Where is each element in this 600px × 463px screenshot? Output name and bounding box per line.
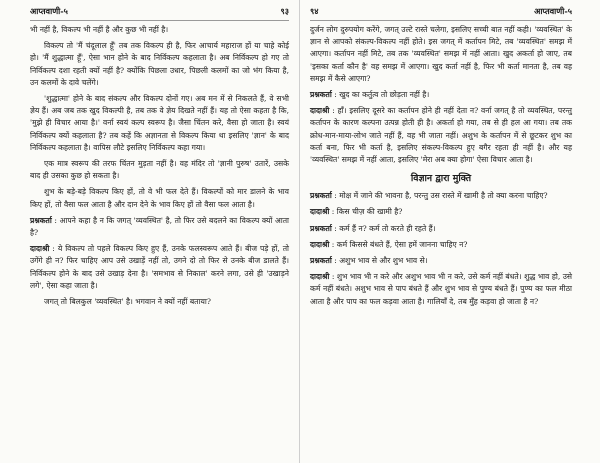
qa-text: कर्म किससे बंधते हैं, ऐसा हमें जानना चाहिए न? xyxy=(336,239,468,249)
book-title-left: आप्तवाणी-५ xyxy=(30,6,68,16)
paragraph: दुर्जन लोग दुरुपयोग करेंगे, जगत् उल्टे रास्ते चलेगा, इसलिए सच्ची बात नहीं कही। 'व्यवस्थित' के ज्ञान से आपको संकल्प-विकल्प नहीं होते। इस जगत् में कर्तापन मिटे, तब 'व्यवस्थित' समझ में आएगा। कर्तापन नहीं मिटे, तब तक 'व्यवस्थित' समझ में नहीं आता। खुद अकर्ता हो जाए, तब 'इसका कर्ता कौन है' वह समझ में आएगा। खुद कर्ता नहीं है, फिर भी कर्ता मानता है, तब वह समझ में कैसे आएगा? xyxy=(310,25,572,83)
book-title-right: आप्तवाणी-५ xyxy=(534,6,572,16)
speaker-label: प्रश्नकर्ता xyxy=(30,215,52,225)
left-page-header xyxy=(30,6,289,21)
qa-answer: दादाश्री : ये विकल्प तो पहले विकल्प किए हुए हैं, उनके फलस्वरूप आते हैं। बीज पड़े हों, तो उगेंगे ही न? फिर चाहिए आप उसे उखाड़ें नहीं तो, उगने दो तो फिर से उनके बीज डालते हैं। निर्विकल्प होने के बाद उसे उखाड़ देना है। 'समभाव से निकाल' करने लगा, उसे ही 'उखाड़ने लगे', ऐसा कहा जाता है। xyxy=(30,244,289,290)
paragraph: एक मात्र स्वरूप की तरफ चिंतन मुड़ता नहीं है। वह मंदिर तो 'ज्ञानी पुरुष' उतारें, उसके बाद ही उसका कुछ हो सकता है। xyxy=(30,159,289,181)
speaker-label: दादाश्री xyxy=(310,106,330,116)
right-page xyxy=(300,0,600,463)
paragraph: जगत् तो बिलकुल 'व्यवस्थित' है। भगवान ने क्यों नहीं बताया? xyxy=(44,297,211,307)
qa-text: अशुभ भाव से और शुभ भाव से। xyxy=(339,256,428,266)
page-number-left: ९३ xyxy=(280,6,289,16)
qa-answer: दादाश्री : शुभ भाव भी न करे और अशुभ भाव भी न करे, उसे कर्म नहीं बंधते। शुद्ध भाव हो, उसे कर्म नहीं बंधते। अशुभ भाव से पाप बंधते हैं और शुभ भाव से पुण्य बंधते हैं। पुण्य का फल मीठा आता है और पाप का फल कड़वा आता है। गालियाँ दे, तब मुँह कड़वा हो जाता है न? xyxy=(310,272,572,306)
qa-text: मोक्ष में जाने की भावना है, परन्तु उस रास्ते में खामी है तो क्या करना चाहिए? xyxy=(339,191,548,201)
qa-text: शुभ भाव भी न करे और अशुभ भाव भी न करे, उसे कर्म नहीं बंधते। शुद्ध भाव हो, उसे कर्म नहीं बंधते। अशुभ भाव से पाप बंधते हैं और शुभ भाव से पुण्य बंधते हैं। पुण्य का फल मीठा आता है और पाप का फल कड़वा आता है। गालियाँ दे, तब मुँह कड़वा हो जाता है न? xyxy=(310,272,572,306)
speaker-label: प्रश्नकर्ता xyxy=(310,191,332,201)
qa-text: किस चीज़ की खामी है? xyxy=(336,207,403,217)
page-number-right: ९४ xyxy=(310,6,319,16)
paragraph: शुभ के बड़े-बड़े विकल्प किए हों, तो वे भी फल देते हैं। विकल्पों को मार डालने के भाव किए हों, तो वैसा फल आता है और दान देने के भाव किए हों तो वैसा फल आता है। xyxy=(30,187,289,209)
qa-answer: दादाश्री : कर्म किससे बंधते हैं, ऐसा हमें जानना चाहिए न? xyxy=(310,239,468,249)
speaker-label: दादाश्री xyxy=(30,244,50,254)
right-page-header xyxy=(310,6,572,21)
qa-question: प्रश्नकर्ता : अशुभ भाव से और शुभ भाव से। xyxy=(310,256,428,266)
speaker-label: प्रश्नकर्ता xyxy=(310,90,332,100)
qa-question: प्रश्नकर्ता : कर्म हैं न? कर्म तो करते ही रहते हैं। xyxy=(310,223,436,233)
paragraph: 'शुद्धात्मा' होने के बाद संकल्प और विकल्प दोनों गए। अब मन में से निकलते हैं, वे सभी ज्ञेय हैं। अब जब तक खुद विकल्पी है, तब तक वे ज्ञेय दिखते नहीं हैं। यह तो ऐसा कहता है कि, 'मुझे ही विचार आया है।' वर्ना स्वयं कल्प स्वरूप है। जैसा चिंतन करे, वैसा हो जाता है। स्वयं निर्विकल्प क्यों कहलाता है? तब कहें कि अज्ञानता से विकल्प किया था इसलिए 'ज्ञान' के बाद निर्विकल्प कहलाता है। वापिस लौटे इसलिए निर्विकल्प कहा गया। xyxy=(30,94,289,152)
qa-question: प्रश्नकर्ता : आपने कहा है न कि जगत् 'व्यवस्थित' है, तो फिर उसे बदलने का विकल्प क्यों आता है? xyxy=(30,215,290,238)
speaker-label: प्रश्नकर्ता xyxy=(310,256,332,266)
qa-text: आपने कहा है न कि जगत् 'व्यवस्थित' है, तो फिर उसे बदलने का विकल्प क्यों आता है? xyxy=(30,215,290,238)
qa-question: प्रश्नकर्ता : खुद का कर्तुत्व तो छोड़ता नहीं है। xyxy=(310,90,430,100)
qa-text: खुद का कर्तुत्व तो छोड़ता नहीं है। xyxy=(339,90,430,100)
paragraph: भी नहीं है, विकल्प भी नहीं है और कुछ भी नहीं है। xyxy=(30,25,169,34)
speaker-label: दादाश्री xyxy=(310,272,330,282)
qa-answer: दादाश्री : किस चीज़ की खामी है? xyxy=(310,207,403,217)
qa-question: प्रश्नकर्ता : मोक्ष में जाने की भावना है, परन्तु उस रास्ते में खामी है तो क्या करना चाहिए? xyxy=(310,191,548,201)
qa-text: हाँ। इसलिए दूसरे का कर्तापन होने ही नहीं देता न? वर्ना जगत् है तो व्यवस्थित, परन्तु कर्तापन के कारण कल्पना उत्पन्न होती ही है। अकर्ता हो गया, तब से ही हल आ गया। तब तक क्रोध-मान-माया-लोभ जाते नहीं हैं, वह भी जाता नहीं। अशुभ के कर्तापन में से छूटकर शुभ का कर्ता बना, फिर भी कर्ता है, इसलिए संकल्प-विकल्प हुए बगैर रहता ही नहीं है। और यह 'व्यवस्थित' समझ में नहीं आता, इसलिए 'मेरा अब क्या होगा' ऐसा विचार आता है। xyxy=(310,106,572,165)
qa-text: कर्म हैं न? कर्म तो करते ही रहते हैं। xyxy=(339,223,436,233)
qa-answer: दादाश्री : हाँ। इसलिए दूसरे का कर्तापन होने ही नहीं देता न? वर्ना जगत् है तो व्यवस्थित, परन्तु कर्तापन के कारण कल्पना उत्पन्न होती ही है। अकर्ता हो गया, तब से ही हल आ गया। तब तक क्रोध-मान-माया-लोभ जाते नहीं हैं, वह भी जाता नहीं। अशुभ के कर्तापन में से छूटकर शुभ का कर्ता बना, फिर भी कर्ता है, इसलिए संकल्प-विकल्प हुए बगैर रहता ही नहीं है। और यह 'व्यवस्थित' समझ में नहीं आता, इसलिए 'मेरा अब क्या होगा' ऐसा विचार आता है। xyxy=(310,106,572,165)
speaker-label: दादाश्री xyxy=(310,239,330,249)
qa-text: ये विकल्प तो पहले विकल्प किए हुए हैं, उनके फलस्वरूप आते हैं। बीज पड़े हों, तो उगेंगे ही न? फिर चाहिए आप उसे उखाड़ें नहीं तो, उगने दो तो फिर से उनके बीज डालते हैं। निर्विकल्प होने के बाद उसे उखाड़ देना है। 'समभाव से निकाल' करने लगा, उसे ही 'उखाड़ने लगे', ऐसा कहा जाता है। xyxy=(30,244,289,290)
speaker-label: प्रश्नकर्ता xyxy=(310,223,332,233)
section-heading: विज्ञान द्वारा मुक्ति xyxy=(410,173,472,185)
speaker-label: दादाश्री xyxy=(310,207,330,217)
paragraph: विकल्प तो 'मैं चंदूलाल हूँ' तब तक विकल्प ही है, फिर आचार्य महाराज हों या चाहे कोई हो। 'मैं शुद्धात्मा हूँ', ऐसा भान होने के बाद निर्विकल्प कहलाता है। अब निर्विकल्प हो गए तो निर्विकल्प दशा रहती क्यों नहीं है? क्योंकि पिछला उधार, पिछली कलमों का जो भंग किया है, उन कलमों के दावे चलेंगे। xyxy=(30,41,289,87)
